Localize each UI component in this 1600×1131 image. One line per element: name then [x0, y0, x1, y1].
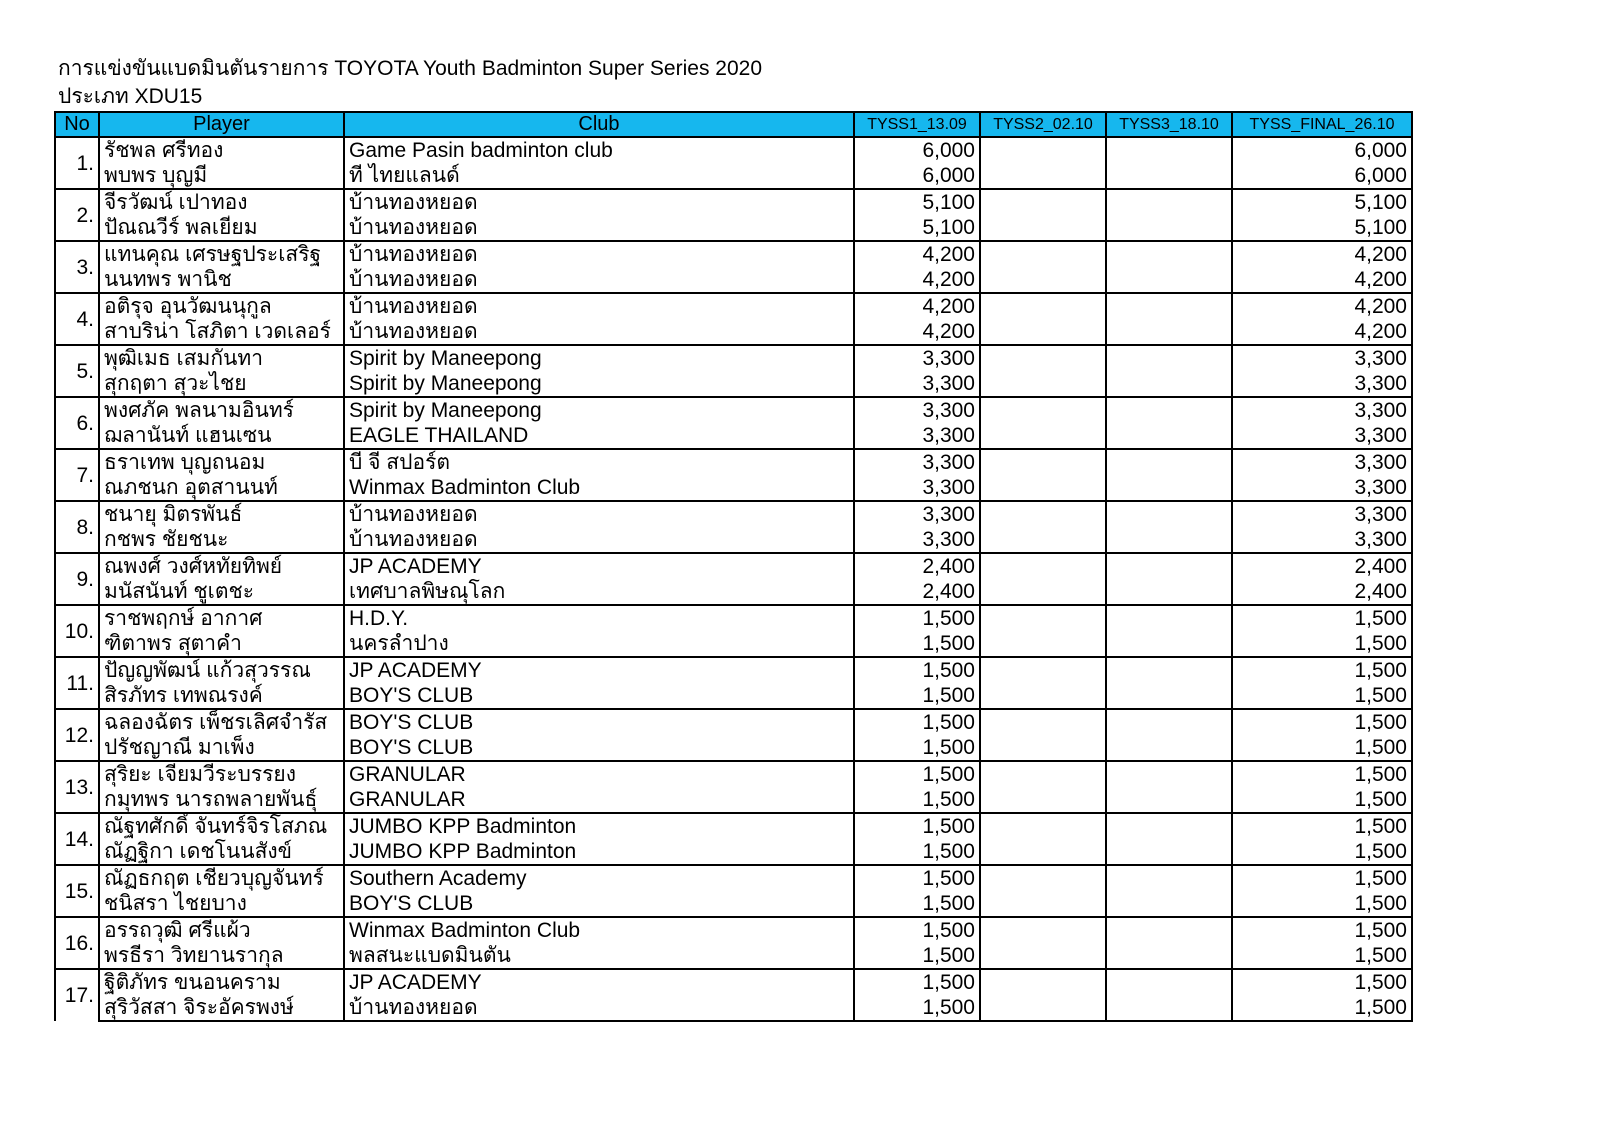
tyss1-points: 5,100: [854, 215, 980, 241]
club-name: บ้านทองหยอด: [344, 293, 854, 319]
tyss2-points: [980, 787, 1106, 813]
tyss2-points: [980, 943, 1106, 969]
ranking-body: [55, 137, 1412, 1021]
final-points: 1,500: [1232, 943, 1412, 969]
final-points: 1,500: [1232, 605, 1412, 631]
club-name: บ้านทองหยอด: [344, 189, 854, 215]
player-name: มนัสนันท์ ชูเตชะ: [99, 579, 344, 605]
table-row: [55, 969, 1412, 995]
final-points: 1,500: [1232, 683, 1412, 709]
final-points: 6,000: [1232, 137, 1412, 163]
final-points: 1,500: [1232, 917, 1412, 943]
final-points: 5,100: [1232, 215, 1412, 241]
final-points: 3,300: [1232, 371, 1412, 397]
final-points: 5,100: [1232, 189, 1412, 215]
tyss3-points: [1106, 891, 1232, 917]
tyss1-points: 6,000: [854, 163, 980, 189]
tyss3-points: [1106, 527, 1232, 553]
final-points: 1,500: [1232, 865, 1412, 891]
tyss3-points: [1106, 761, 1232, 787]
rank-number: 14.: [55, 813, 99, 865]
club-name: BOY'S CLUB: [344, 683, 854, 709]
player-name: ฑิตาพร สุตาคำ: [99, 631, 344, 657]
rank-number: 3.: [55, 241, 99, 293]
rank-number: 2.: [55, 189, 99, 241]
header-club: Club: [344, 112, 854, 137]
tyss1-points: 3,300: [854, 527, 980, 553]
tyss1-points: 1,500: [854, 787, 980, 813]
club-name: Winmax Badminton Club: [344, 475, 854, 501]
final-points: 1,500: [1232, 839, 1412, 865]
club-name: บ้านทองหยอด: [344, 241, 854, 267]
table-row: [55, 267, 1412, 293]
tyss1-points: 1,500: [854, 813, 980, 839]
header-tyss3: TYSS3_18.10: [1106, 112, 1232, 137]
table-row: [55, 163, 1412, 189]
club-name: JUMBO KPP Badminton: [344, 839, 854, 865]
table-row: [55, 709, 1412, 735]
final-points: 3,300: [1232, 527, 1412, 553]
table-row: [55, 605, 1412, 631]
table-row: [55, 813, 1412, 839]
tyss2-points: [980, 839, 1106, 865]
player-name: พุฒิเมธ เสมกันทา: [99, 345, 344, 371]
document-title: การแข่งขันแบดมินตันรายการ TOYOTA Youth Badminton Super Series 2020: [58, 57, 762, 80]
player-name: ณัฐทศักดิ์ จันทร์จิรโสภณ: [99, 813, 344, 839]
table-row: [55, 345, 1412, 371]
tyss2-points: [980, 813, 1106, 839]
final-points: 6,000: [1232, 163, 1412, 189]
tyss3-points: [1106, 267, 1232, 293]
rank-number: 13.: [55, 761, 99, 813]
table-row: [55, 215, 1412, 241]
rank-number: 15.: [55, 865, 99, 917]
club-name: Spirit by Maneepong: [344, 397, 854, 423]
tyss3-points: [1106, 917, 1232, 943]
tyss1-points: 3,300: [854, 345, 980, 371]
category-subtitle: ประเภท XDU15: [58, 85, 203, 108]
final-points: 2,400: [1232, 579, 1412, 605]
table-row: [55, 501, 1412, 527]
tyss1-points: 4,200: [854, 241, 980, 267]
final-points: 1,500: [1232, 735, 1412, 761]
tyss2-points: [980, 735, 1106, 761]
table-row: [55, 293, 1412, 319]
club-name: บ้านทองหยอด: [344, 995, 854, 1021]
table-row: [55, 371, 1412, 397]
tyss3-points: [1106, 553, 1232, 579]
club-name: JP ACADEMY: [344, 969, 854, 995]
tyss3-points: [1106, 423, 1232, 449]
player-name: แทนคุณ เศรษฐประเสริฐ: [99, 241, 344, 267]
tyss1-points: 3,300: [854, 475, 980, 501]
final-points: 3,300: [1232, 449, 1412, 475]
table-row: [55, 995, 1412, 1021]
ranking-table: [54, 111, 1413, 1022]
tyss2-points: [980, 475, 1106, 501]
club-name: EAGLE THAILAND: [344, 423, 854, 449]
club-name: Spirit by Maneepong: [344, 371, 854, 397]
table-row: [55, 865, 1412, 891]
tyss1-points: 1,500: [854, 735, 980, 761]
table-row: [55, 683, 1412, 709]
tyss3-points: [1106, 969, 1232, 995]
rank-number: 9.: [55, 553, 99, 605]
tyss3-points: [1106, 293, 1232, 319]
final-points: 4,200: [1232, 293, 1412, 319]
tyss2-points: [980, 709, 1106, 735]
tyss1-points: 1,500: [854, 709, 980, 735]
final-points: 2,400: [1232, 553, 1412, 579]
tyss2-points: [980, 891, 1106, 917]
club-name: BOY'S CLUB: [344, 891, 854, 917]
tyss1-points: 3,300: [854, 397, 980, 423]
tyss2-points: [980, 163, 1106, 189]
rank-number: 6.: [55, 397, 99, 449]
club-name: JUMBO KPP Badminton: [344, 813, 854, 839]
tyss2-points: [980, 761, 1106, 787]
table-row: [55, 579, 1412, 605]
table-row: [55, 241, 1412, 267]
tyss2-points: [980, 683, 1106, 709]
tyss3-points: [1106, 371, 1232, 397]
club-name: Spirit by Maneepong: [344, 345, 854, 371]
rank-number: 7.: [55, 449, 99, 501]
tyss2-points: [980, 371, 1106, 397]
final-points: 1,500: [1232, 969, 1412, 995]
final-points: 1,500: [1232, 657, 1412, 683]
club-name: พลสนะแบดมินตัน: [344, 943, 854, 969]
tyss1-points: 1,500: [854, 865, 980, 891]
final-points: 1,500: [1232, 813, 1412, 839]
tyss2-points: [980, 631, 1106, 657]
final-points: 4,200: [1232, 241, 1412, 267]
table-row: [55, 397, 1412, 423]
player-name: ธราเทพ บุญถนอม: [99, 449, 344, 475]
club-name: บี จี สปอร์ต: [344, 449, 854, 475]
final-points: 1,500: [1232, 631, 1412, 657]
player-name: ปัญญพัฒน์ แก้วสุวรรณ: [99, 657, 344, 683]
player-name: ณภชนก อุตสานนท์: [99, 475, 344, 501]
tyss1-points: 1,500: [854, 995, 980, 1021]
tyss2-points: [980, 319, 1106, 345]
club-name: ที ไทยแลนด์: [344, 163, 854, 189]
header-player: Player: [99, 112, 344, 137]
tyss1-points: 1,500: [854, 969, 980, 995]
final-points: 3,300: [1232, 345, 1412, 371]
tyss3-points: [1106, 657, 1232, 683]
final-points: 1,500: [1232, 761, 1412, 787]
tyss3-points: [1106, 189, 1232, 215]
table-row: [55, 553, 1412, 579]
rank-number: 10.: [55, 605, 99, 657]
tyss1-points: 1,500: [854, 631, 980, 657]
table-row: [55, 631, 1412, 657]
tyss2-points: [980, 293, 1106, 319]
tyss1-points: 5,100: [854, 189, 980, 215]
tyss1-points: 1,500: [854, 839, 980, 865]
table-row: [55, 657, 1412, 683]
rank-number: 16.: [55, 917, 99, 969]
club-name: บ้านทองหยอด: [344, 319, 854, 345]
player-name: ณัฏฐิกา เดชโนนสังข์: [99, 839, 344, 865]
header-final: TYSS_FINAL_26.10: [1232, 112, 1412, 137]
tyss3-points: [1106, 943, 1232, 969]
player-name: ชนิสรา ไชยบาง: [99, 891, 344, 917]
tyss3-points: [1106, 579, 1232, 605]
rank-number: 5.: [55, 345, 99, 397]
tyss3-points: [1106, 865, 1232, 891]
table-row: [55, 527, 1412, 553]
rank-number: 4.: [55, 293, 99, 345]
tyss2-points: [980, 189, 1106, 215]
tyss2-points: [980, 917, 1106, 943]
player-name: ปรัชญาณี มาเพ็ง: [99, 735, 344, 761]
tyss3-points: [1106, 605, 1232, 631]
final-points: 3,300: [1232, 475, 1412, 501]
final-points: 1,500: [1232, 891, 1412, 917]
rank-number: 1.: [55, 137, 99, 189]
tyss2-points: [980, 397, 1106, 423]
player-name: สุกฤตา สุวะไชย: [99, 371, 344, 397]
tyss3-points: [1106, 813, 1232, 839]
tyss3-points: [1106, 501, 1232, 527]
tyss3-points: [1106, 631, 1232, 657]
table-row: [55, 917, 1412, 943]
rank-number: 12.: [55, 709, 99, 761]
club-name: Winmax Badminton Club: [344, 917, 854, 943]
tyss2-points: [980, 267, 1106, 293]
tyss1-points: 1,500: [854, 917, 980, 943]
club-name: บ้านทองหยอด: [344, 527, 854, 553]
table-row: [55, 839, 1412, 865]
player-name: ณัฏธกฤต เชียวบุญจันทร์: [99, 865, 344, 891]
player-name: สิรภัทร เทพณรงค์: [99, 683, 344, 709]
tyss1-points: 4,200: [854, 267, 980, 293]
tyss3-points: [1106, 137, 1232, 163]
tyss1-points: 4,200: [854, 319, 980, 345]
club-name: บ้านทองหยอด: [344, 215, 854, 241]
player-name: สุริวัสสา จิระอัครพงษ์: [99, 995, 344, 1021]
tyss1-points: 2,400: [854, 553, 980, 579]
tyss2-points: [980, 345, 1106, 371]
player-name: พบพร บุญมี: [99, 163, 344, 189]
player-name: พรธีรา วิทยานรากุล: [99, 943, 344, 969]
player-name: ฐิติภัทร ขนอนคราม: [99, 969, 344, 995]
tyss1-points: 3,300: [854, 449, 980, 475]
tyss2-points: [980, 527, 1106, 553]
tyss2-points: [980, 241, 1106, 267]
player-name: ชนายุ มิตรพันธ์: [99, 501, 344, 527]
club-name: Game Pasin badminton club: [344, 137, 854, 163]
table-row: [55, 735, 1412, 761]
club-name: JP ACADEMY: [344, 553, 854, 579]
tyss1-points: 6,000: [854, 137, 980, 163]
tyss2-points: [980, 137, 1106, 163]
club-name: บ้านทองหยอด: [344, 501, 854, 527]
header-tyss1: TYSS1_13.09: [854, 112, 980, 137]
player-name: รัชพล ศรีทอง: [99, 137, 344, 163]
header-row: [55, 112, 1412, 137]
table-row: [55, 943, 1412, 969]
table-row: [55, 319, 1412, 345]
tyss1-points: 2,400: [854, 579, 980, 605]
player-name: ราชพฤกษ์ อากาศ: [99, 605, 344, 631]
tyss3-points: [1106, 345, 1232, 371]
final-points: 3,300: [1232, 397, 1412, 423]
header-tyss2: TYSS2_02.10: [980, 112, 1106, 137]
table-row: [55, 787, 1412, 813]
player-name: นนทพร พานิช: [99, 267, 344, 293]
club-name: BOY'S CLUB: [344, 735, 854, 761]
club-name: H.D.Y.: [344, 605, 854, 631]
table-row: [55, 189, 1412, 215]
player-name: ปัณณวีร์ พลเยี่ยม: [99, 215, 344, 241]
player-name: จีรวัฒน์ เปาทอง: [99, 189, 344, 215]
table-row: [55, 137, 1412, 163]
player-name: อรรถวุฒิ ศรีแผ้ว: [99, 917, 344, 943]
tyss3-points: [1106, 839, 1232, 865]
tyss1-points: 1,500: [854, 761, 980, 787]
tyss3-points: [1106, 995, 1232, 1021]
tyss1-points: 1,500: [854, 891, 980, 917]
player-name: ฌลานันท์ แฮนเซน: [99, 423, 344, 449]
tyss2-points: [980, 449, 1106, 475]
club-name: Southern Academy: [344, 865, 854, 891]
rank-number: 17.: [55, 969, 99, 1021]
tyss3-points: [1106, 683, 1232, 709]
tyss2-points: [980, 579, 1106, 605]
tyss2-points: [980, 865, 1106, 891]
tyss2-points: [980, 501, 1106, 527]
tyss3-points: [1106, 735, 1232, 761]
tyss2-points: [980, 215, 1106, 241]
club-name: GRANULAR: [344, 761, 854, 787]
club-name: บ้านทองหยอด: [344, 267, 854, 293]
table-row: [55, 891, 1412, 917]
tyss1-points: 1,500: [854, 605, 980, 631]
tyss3-points: [1106, 215, 1232, 241]
tyss1-points: 3,300: [854, 423, 980, 449]
tyss3-points: [1106, 709, 1232, 735]
club-name: BOY'S CLUB: [344, 709, 854, 735]
table-row: [55, 449, 1412, 475]
header-no: No: [55, 112, 99, 137]
club-name: นครลำปาง: [344, 631, 854, 657]
tyss2-points: [980, 553, 1106, 579]
tyss3-points: [1106, 397, 1232, 423]
player-name: กมุทพร นารถพลายพันธุ์: [99, 787, 344, 813]
tyss1-points: 4,200: [854, 293, 980, 319]
final-points: 4,200: [1232, 319, 1412, 345]
player-name: พงศภัค พลนามอินทร์: [99, 397, 344, 423]
table-row: [55, 761, 1412, 787]
player-name: สุริยะ เจียมวีระบรรยง: [99, 761, 344, 787]
tyss3-points: [1106, 475, 1232, 501]
tyss2-points: [980, 969, 1106, 995]
table-row: [55, 423, 1412, 449]
player-name: กชพร ชัยชนะ: [99, 527, 344, 553]
table-row: [55, 475, 1412, 501]
final-points: 4,200: [1232, 267, 1412, 293]
final-points: 1,500: [1232, 995, 1412, 1021]
rank-number: 8.: [55, 501, 99, 553]
final-points: 1,500: [1232, 787, 1412, 813]
tyss3-points: [1106, 163, 1232, 189]
player-name: ณพงศ์ วงศ์หทัยทิพย์: [99, 553, 344, 579]
tyss1-points: 1,500: [854, 683, 980, 709]
tyss2-points: [980, 423, 1106, 449]
tyss3-points: [1106, 787, 1232, 813]
club-name: เทศบาลพิษณุโลก: [344, 579, 854, 605]
tyss1-points: 3,300: [854, 501, 980, 527]
final-points: 3,300: [1232, 423, 1412, 449]
tyss1-points: 1,500: [854, 943, 980, 969]
final-points: 1,500: [1232, 709, 1412, 735]
club-name: JP ACADEMY: [344, 657, 854, 683]
player-name: อติรุจ อุนวัฒนนุกูล: [99, 293, 344, 319]
tyss1-points: 1,500: [854, 657, 980, 683]
final-points: 3,300: [1232, 501, 1412, 527]
tyss2-points: [980, 657, 1106, 683]
club-name: GRANULAR: [344, 787, 854, 813]
tyss2-points: [980, 995, 1106, 1021]
tyss3-points: [1106, 449, 1232, 475]
tyss3-points: [1106, 319, 1232, 345]
tyss3-points: [1106, 241, 1232, 267]
player-name: ฉลองฉัตร เพ็ชรเลิศจำรัส: [99, 709, 344, 735]
rank-number: 11.: [55, 657, 99, 709]
player-name: สาบริน่า โสภิตา เวดเลอร์: [99, 319, 344, 345]
tyss2-points: [980, 605, 1106, 631]
tyss1-points: 3,300: [854, 371, 980, 397]
